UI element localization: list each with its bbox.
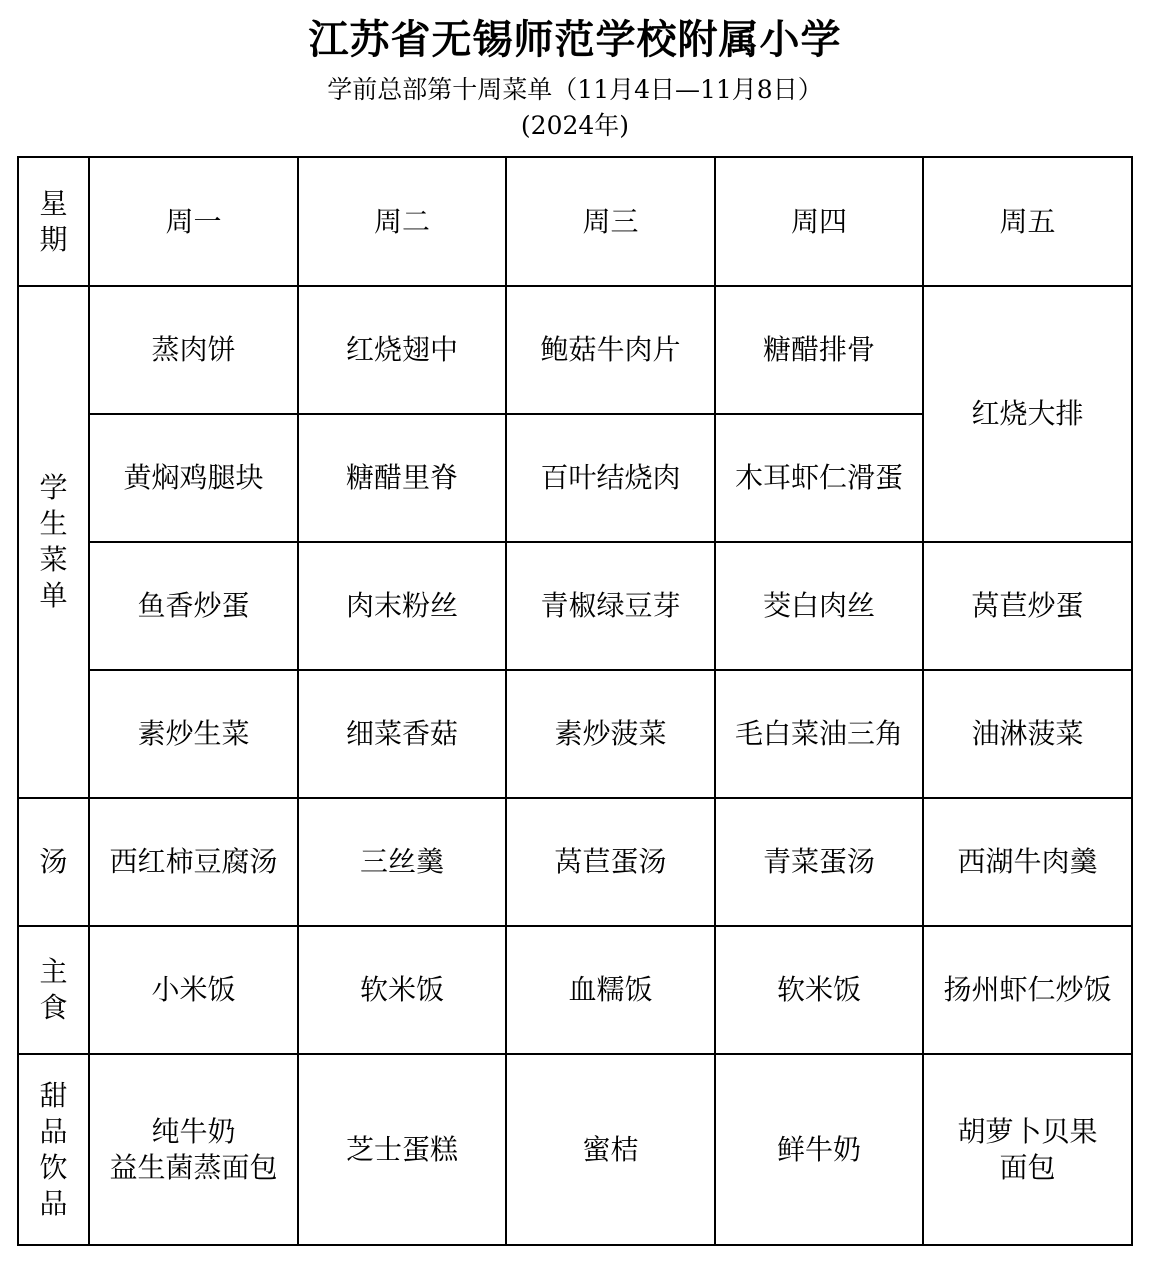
- menu-cell: 西红柿豆腐汤: [89, 798, 298, 926]
- menu-cell: 胡萝卜贝果 面包: [923, 1054, 1132, 1245]
- menu-cell: 茭白肉丝: [715, 542, 923, 670]
- menu-cell: 青椒绿豆芽: [506, 542, 715, 670]
- menu-cell: 软米饭: [298, 926, 506, 1054]
- menu-cell-merged: 红烧大排: [923, 286, 1132, 542]
- menu-cell: 软米饭: [715, 926, 923, 1054]
- menu-cell: 鱼香炒蛋: [89, 542, 298, 670]
- header-row: [18, 157, 1132, 286]
- menu-cell: 鲜牛奶: [715, 1054, 923, 1245]
- staple-label-cell: 主 食: [18, 926, 89, 1054]
- menu-cell: 小米饭: [89, 926, 298, 1054]
- page-year: (2024年): [520, 111, 630, 140]
- page-title: 江苏省无锡师范学校附属小学: [308, 17, 842, 63]
- menu-cell: 蜜桔: [506, 1054, 715, 1245]
- dish-row-3: [18, 542, 1132, 670]
- staple-row: [18, 926, 1132, 1054]
- menu-table: [17, 156, 1133, 1246]
- menu-cell: 纯牛奶 益生菌蒸面包: [89, 1054, 298, 1245]
- menu-cell: 红烧翅中: [298, 286, 506, 414]
- menu-cell: 素炒生菜: [89, 670, 298, 798]
- menu-cell: 毛白菜油三角: [715, 670, 923, 798]
- header-day-wednesday: 周三: [506, 157, 715, 286]
- student-menu-label-cell: 学 生 菜 单: [18, 286, 89, 798]
- dish-row-4: [18, 670, 1132, 798]
- menu-cell: 糖醋排骨: [715, 286, 923, 414]
- menu-cell: 肉末粉丝: [298, 542, 506, 670]
- menu-cell: 三丝羹: [298, 798, 506, 926]
- dessert-row: [18, 1054, 1132, 1245]
- header-day-friday: 周五: [923, 157, 1132, 286]
- menu-cell: 血糯饭: [506, 926, 715, 1054]
- menu-cell: 莴苣蛋汤: [506, 798, 715, 926]
- header-day-thursday: 周四: [715, 157, 923, 286]
- dessert-label-cell: 甜 品 饮 品: [18, 1054, 89, 1245]
- menu-cell: 素炒菠菜: [506, 670, 715, 798]
- menu-cell: 西湖牛肉羹: [923, 798, 1132, 926]
- soup-row: [18, 798, 1132, 926]
- header-day-tuesday: 周二: [298, 157, 506, 286]
- menu-cell: 莴苣炒蛋: [923, 542, 1132, 670]
- page-subtitle: 学前总部第十周菜单（11月4日—11月8日）: [327, 75, 823, 104]
- menu-cell: 黄焖鸡腿块: [89, 414, 298, 542]
- menu-cell: 扬州虾仁炒饭: [923, 926, 1132, 1054]
- weekday-label-cell: 星 期: [18, 157, 89, 286]
- menu-cell: 油淋菠菜: [923, 670, 1132, 798]
- menu-cell: 青菜蛋汤: [715, 798, 923, 926]
- menu-cell: 百叶结烧肉: [506, 414, 715, 542]
- dish-row-1: [18, 286, 1132, 414]
- menu-cell: 鲍菇牛肉片: [506, 286, 715, 414]
- menu-cell: 芝士蛋糕: [298, 1054, 506, 1245]
- header-day-monday: 周一: [89, 157, 298, 286]
- soup-label-cell: 汤: [18, 798, 89, 926]
- menu-cell: 糖醋里脊: [298, 414, 506, 542]
- menu-cell: 蒸肉饼: [89, 286, 298, 414]
- menu-cell: 细菜香菇: [298, 670, 506, 798]
- menu-cell: 木耳虾仁滑蛋: [715, 414, 923, 542]
